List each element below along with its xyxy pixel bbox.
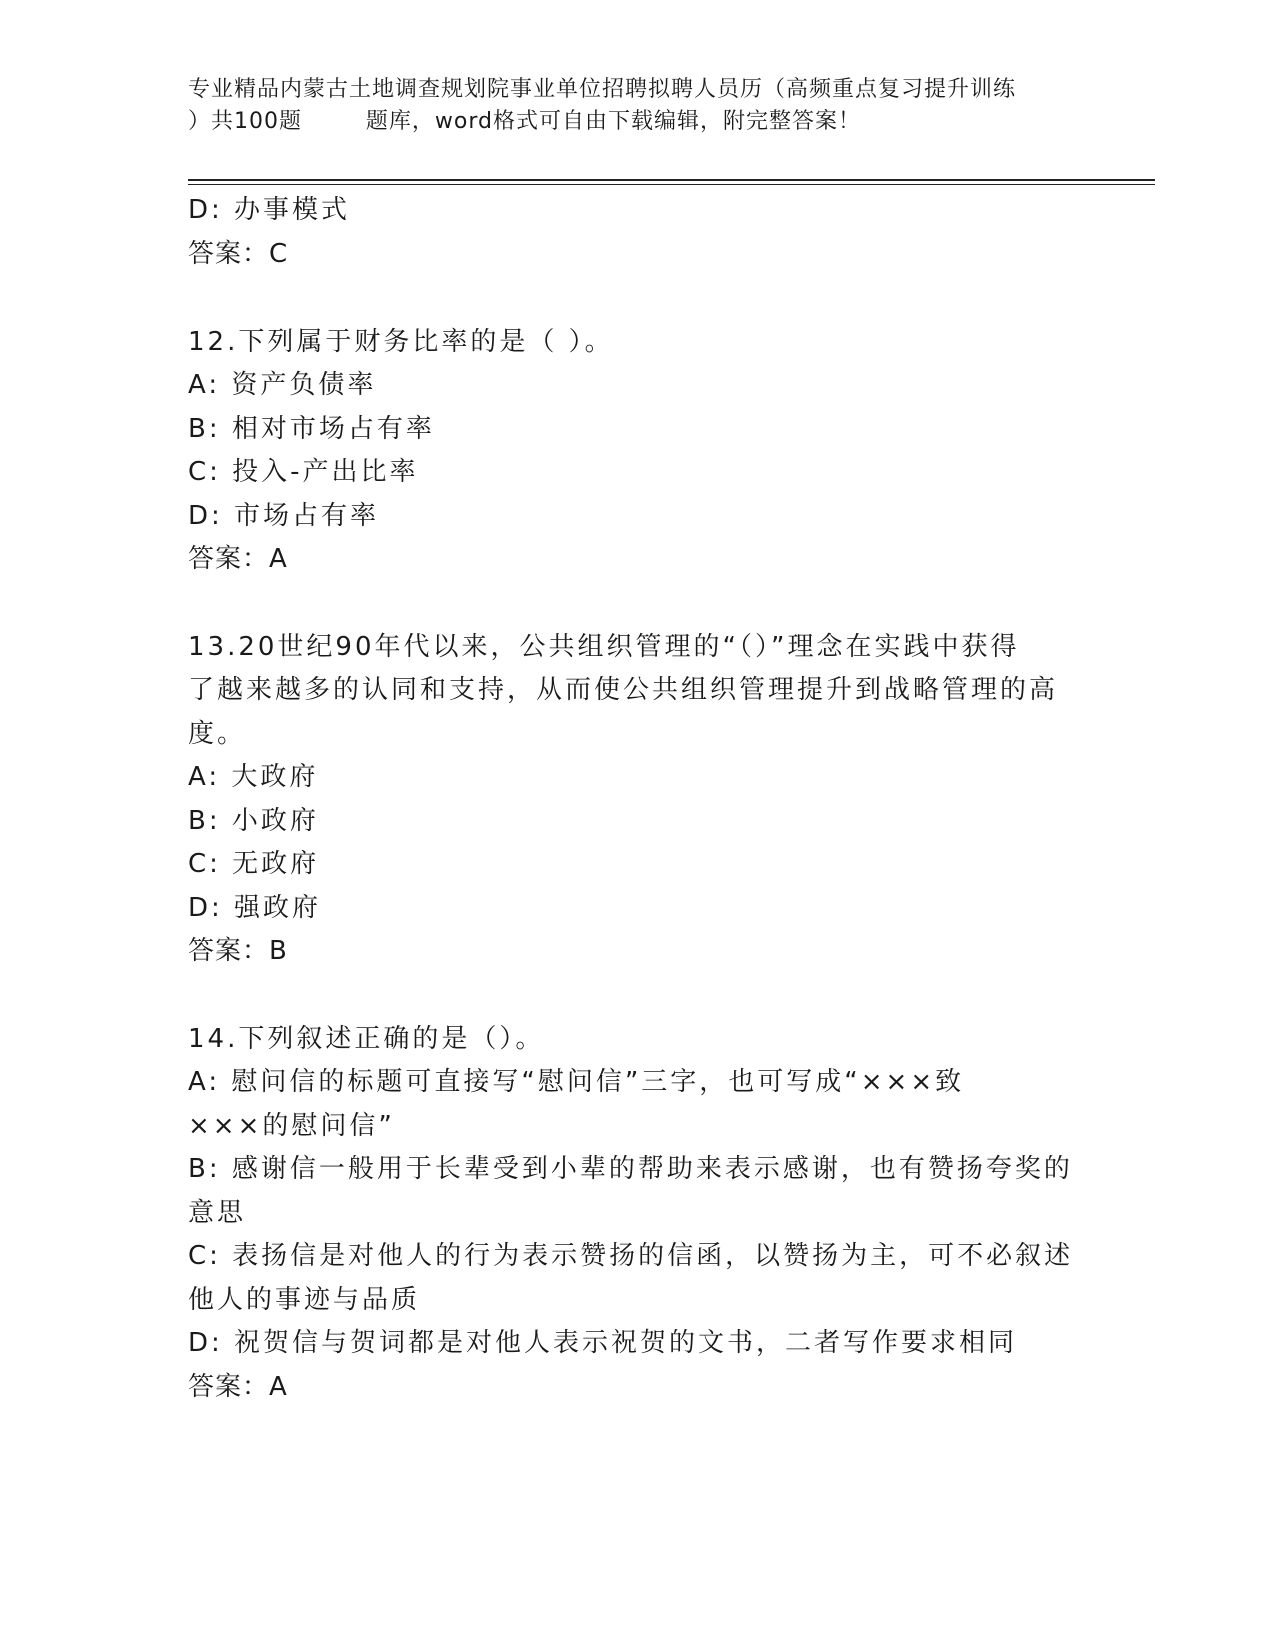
q12-option-d: D: 市场占有率 [188,501,380,531]
q14-option-a-line-1: A: 慰问信的标题可直接写“慰问信”三字，也可写成“×××致 [188,1067,965,1097]
header-divider-thin [188,184,1155,185]
q14-option-b-line-1: B: 感谢信一般用于长辈受到小辈的帮助来表示感谢，也有赞扬夸奖的 [188,1154,1073,1184]
q11-option-d: D: 办事模式 [188,195,351,225]
q11-answer: 答案：C [188,239,289,269]
q12-option-c: C: 投入-产出比率 [188,457,419,487]
q12-answer: 答案：A [188,544,288,574]
q14-option-d: D: 祝贺信与贺词都是对他人表示祝贺的文书，二者写作要求相同 [188,1328,1018,1358]
q12-option-a: A: 资产负债率 [188,370,377,400]
q14-option-c-line-1: C: 表扬信是对他人的行为表示赞扬的信函，以赞扬为主，可不必叙述 [188,1241,1074,1271]
q12-question: 12.下列属于财务比率的是（ ）。 [188,327,614,357]
header-title-line-2: ）共100题 题库，word格式可自由下载编辑，附完整答案！ [188,109,862,134]
q13-answer: 答案：B [188,936,288,966]
q13-option-c: C: 无政府 [188,849,320,879]
q13-option-a: A: 大政府 [188,762,319,792]
header-divider-thick [188,179,1155,181]
q14-option-b-line-2: 意思 [188,1198,247,1228]
q14-answer: 答案：A [188,1372,288,1402]
q13-question-line-3: 度。 [188,719,247,749]
q12-option-b: B: 相对市场占有率 [188,414,435,444]
q13-question-line-2: 了越来越多的认同和支持，从而使公共组织管理提升到战略管理的高 [188,675,1059,705]
q13-option-d: D: 强政府 [188,893,322,923]
q13-question-line-1: 13.20世纪90年代以来，公共组织管理的“（）”理念在实践中获得 [188,632,1020,662]
q14-option-c-line-2: 他人的事迹与品质 [188,1285,421,1315]
q14-question: 14.下列叙述正确的是（）。 [188,1024,545,1054]
header-title-line-1: 专业精品内蒙古土地调查规划院事业单位招聘拟聘人员历（高频重点复习提升训练 [188,77,1017,102]
page-header [188,74,1108,138]
q14-option-a-line-2: ×××的慰问信” [188,1111,395,1141]
q13-option-b: B: 小政府 [188,806,319,836]
